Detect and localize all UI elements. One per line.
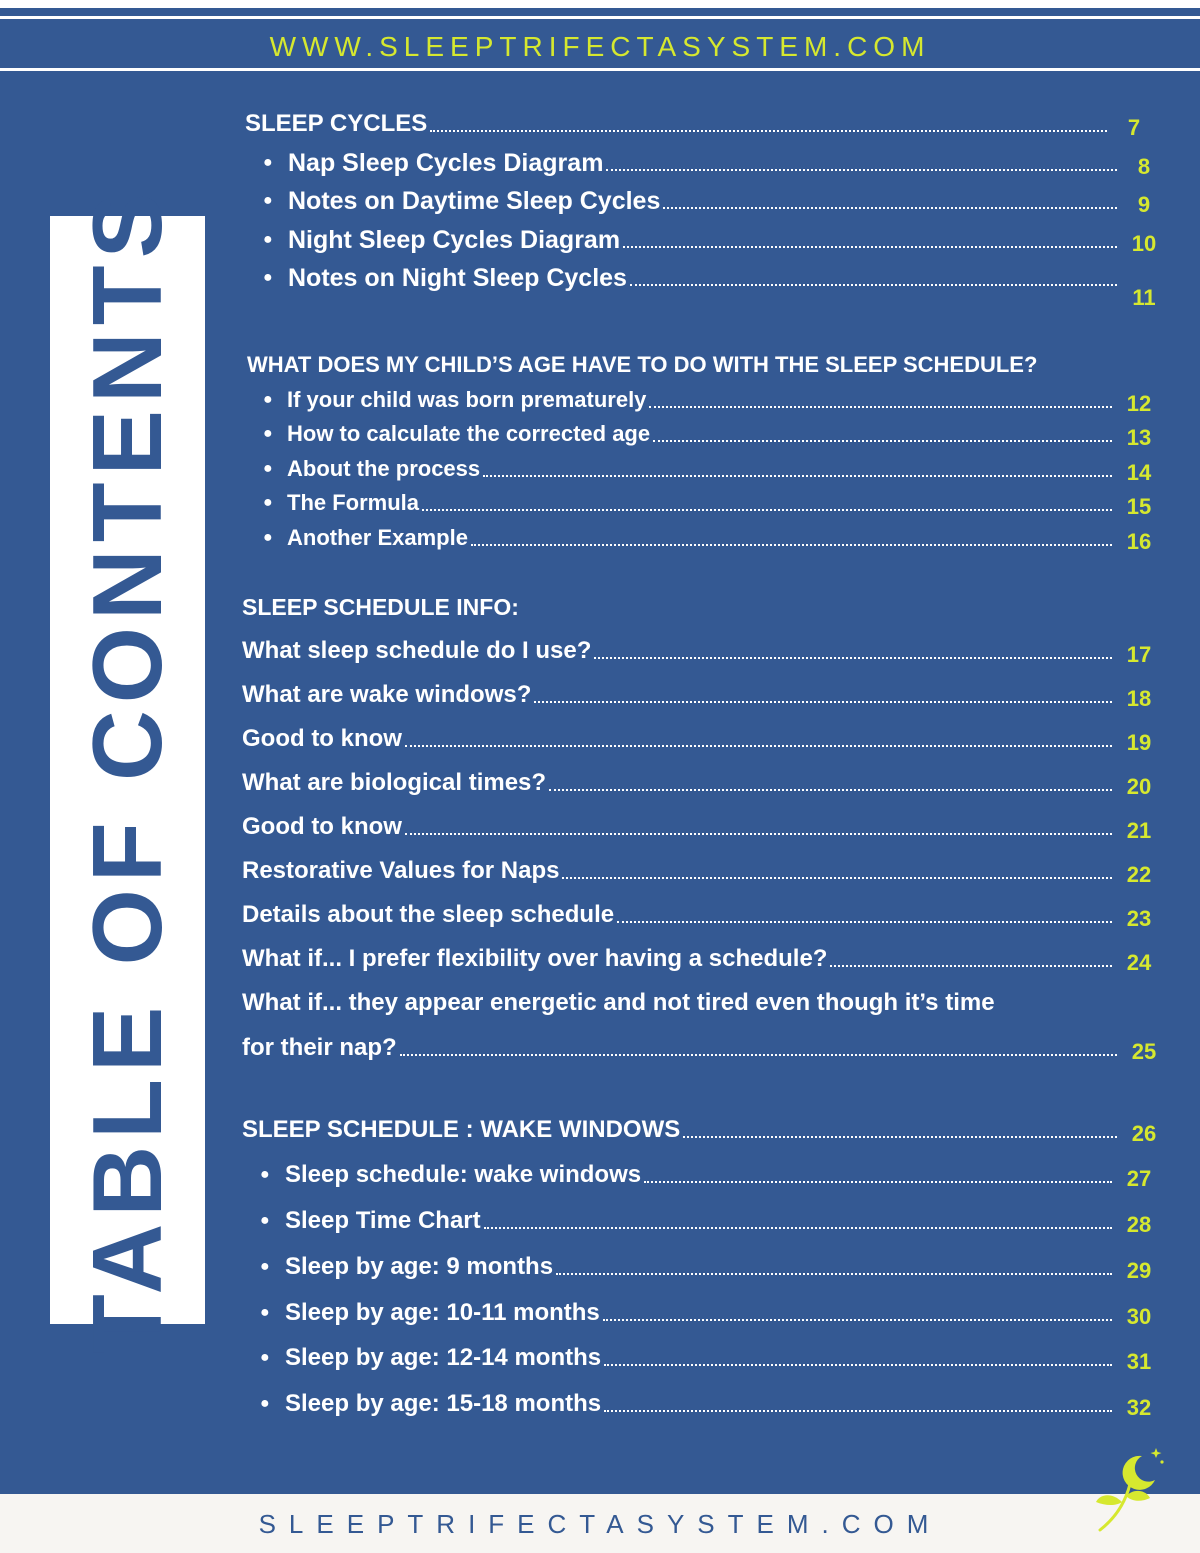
toc-entry-page: 19 xyxy=(1126,730,1152,755)
toc-entry-page: 16 xyxy=(1126,529,1152,554)
toc-entry[interactable] xyxy=(242,1384,1162,1424)
toc-entry[interactable] xyxy=(242,1155,1162,1195)
toc-entry[interactable] xyxy=(242,1247,1162,1287)
side-title: TABLE OF CONTENTS xyxy=(72,186,182,1354)
dot-leader xyxy=(683,1136,1117,1138)
toc-entry-label: Sleep by age: 10-11 months xyxy=(285,1299,600,1326)
toc-entry[interactable] xyxy=(242,1338,1162,1378)
toc-entry-label: The Formula xyxy=(287,490,420,515)
toc-entry-page: 9 xyxy=(1137,192,1151,217)
toc-entry[interactable] xyxy=(242,763,1162,803)
toc-entry[interactable] xyxy=(242,719,1162,759)
dot-leader xyxy=(400,1054,1117,1056)
toc-entry[interactable] xyxy=(245,414,1162,454)
toc-entry-label: Night Sleep Cycles Diagram xyxy=(288,225,621,254)
toc-entry-label: Sleep Time Chart xyxy=(285,1207,481,1234)
toc-entry-label: What sleep schedule do I use? xyxy=(242,637,592,664)
toc-entry-page: 24 xyxy=(1126,950,1152,975)
toc-entry-page: 8 xyxy=(1137,154,1151,179)
header-divider-line xyxy=(0,68,1200,71)
dot-leader xyxy=(603,1319,1112,1321)
dot-leader xyxy=(556,1273,1112,1275)
toc-entry-page: 30 xyxy=(1126,1304,1152,1329)
bullet-icon: ● xyxy=(263,460,273,477)
bullet-icon: ● xyxy=(263,529,273,546)
dot-leader xyxy=(630,284,1117,286)
toc-entry-label: SLEEP SCHEDULE : WAKE WINDOWS xyxy=(242,1116,681,1143)
dot-leader xyxy=(653,440,1112,442)
toc-entry-page: 29 xyxy=(1126,1258,1152,1283)
dot-leader xyxy=(663,207,1117,209)
toc-entry-label: for their nap? xyxy=(242,1034,397,1061)
dot-leader xyxy=(606,169,1117,171)
dot-leader xyxy=(562,877,1112,879)
dot-leader xyxy=(549,789,1112,791)
dot-leader xyxy=(405,833,1112,835)
toc-entry-label: Good to know xyxy=(242,813,402,840)
toc-entry-label-line1[interactable]: What if... they appear energetic and not tired even though it’s time xyxy=(242,989,995,1016)
bullet-icon: ● xyxy=(263,154,273,171)
toc-entry-wake-windows[interactable] xyxy=(242,1110,1167,1150)
dot-leader xyxy=(422,509,1112,511)
toc-entry-page: 17 xyxy=(1126,642,1152,667)
toc-entry-sleep-cycles[interactable] xyxy=(245,104,1157,144)
top-white-strip xyxy=(0,0,1200,8)
toc-entry[interactable] xyxy=(245,143,1167,183)
bullet-icon: ● xyxy=(260,1212,270,1229)
dot-leader xyxy=(830,965,1112,967)
dot-leader xyxy=(471,544,1112,546)
toc-entry[interactable] xyxy=(242,807,1162,847)
bullet-icon: ● xyxy=(263,391,273,408)
dot-leader xyxy=(594,657,1112,659)
bullet-icon: ● xyxy=(263,494,273,511)
toc-entry[interactable] xyxy=(245,181,1167,221)
toc-entry[interactable] xyxy=(245,220,1167,260)
bullet-icon: ● xyxy=(263,231,273,248)
section-heading-age: WHAT DOES MY CHILD’S AGE HAVE TO DO WITH THE SLEEP SCHEDULE? xyxy=(247,352,1038,377)
toc-entry-page: 23 xyxy=(1126,906,1152,931)
toc-entry-label: Sleep by age: 12-14 months xyxy=(285,1344,602,1371)
toc-entry-page: 26 xyxy=(1131,1121,1157,1146)
toc-entry-page: 18 xyxy=(1126,686,1152,711)
bullet-icon: ● xyxy=(260,1395,270,1412)
toc-entry-page: 21 xyxy=(1126,818,1152,843)
toc-entry-label: Sleep schedule: wake windows xyxy=(285,1161,642,1188)
toc-entry[interactable] xyxy=(242,675,1162,715)
toc-entry-page: 25 xyxy=(1131,1039,1157,1064)
dot-leader xyxy=(644,1181,1112,1183)
toc-entry-page: 28 xyxy=(1126,1212,1152,1237)
toc-entry-label: Details about the sleep schedule xyxy=(242,901,615,928)
toc-entry-label: Sleep by age: 15-18 months xyxy=(285,1390,602,1417)
footer xyxy=(0,1494,1200,1553)
toc-entry[interactable] xyxy=(242,895,1162,935)
toc-entry-label: Good to know xyxy=(242,725,402,752)
toc-entry-label: Sleep by age: 9 months xyxy=(285,1253,554,1280)
footer-url: SLEEPTRIFECTASYSTEM.COM xyxy=(258,1509,942,1539)
dot-leader xyxy=(534,701,1112,703)
toc-entry-label: About the process xyxy=(287,456,481,481)
toc-entry-page: 14 xyxy=(1126,460,1152,485)
header-url: WWW.SLEEPTRIFECTASYSTEM.COM xyxy=(269,31,931,62)
toc-entry[interactable] xyxy=(245,483,1162,523)
toc-entry[interactable] xyxy=(242,1028,1167,1068)
section-heading-info: SLEEP SCHEDULE INFO: xyxy=(242,594,519,620)
bullet-icon: ● xyxy=(263,269,273,286)
bullet-icon: ● xyxy=(260,1166,270,1183)
toc-entry-label: What are wake windows? xyxy=(242,681,532,708)
toc-entry-page: 32 xyxy=(1126,1395,1152,1420)
dot-leader xyxy=(623,246,1117,248)
toc-entry-page: 10 xyxy=(1131,231,1157,256)
toc-entry-page: 31 xyxy=(1126,1349,1152,1374)
toc-entry-label: Restorative Values for Naps xyxy=(242,857,560,884)
toc-entry-page: 20 xyxy=(1126,774,1152,799)
toc-entry-label: Another Example xyxy=(287,525,468,550)
toc-entry-page: 22 xyxy=(1126,862,1152,887)
bullet-icon: ● xyxy=(263,192,273,209)
toc-entry-label: What are biological times? xyxy=(242,769,547,796)
bullet-icon: ● xyxy=(260,1258,270,1275)
toc-entry[interactable] xyxy=(242,1293,1162,1333)
toc-entry-page: 15 xyxy=(1126,494,1152,519)
toc-entry[interactable] xyxy=(242,939,1162,979)
toc-entry[interactable] xyxy=(242,1201,1162,1241)
dot-leader xyxy=(430,130,1107,132)
moon-sprout-logo-icon xyxy=(1092,1444,1166,1536)
top-divider-line xyxy=(0,16,1200,19)
dot-leader xyxy=(405,745,1112,747)
bullet-icon: ● xyxy=(263,425,273,442)
bullet-icon: ● xyxy=(260,1349,270,1366)
toc-entry-label: How to calculate the corrected age xyxy=(287,421,651,446)
dot-leader xyxy=(604,1364,1112,1366)
toc-entry[interactable]: ● Notes on Night Sleep Cycles 11 xyxy=(245,258,1167,298)
dot-leader xyxy=(483,475,1112,477)
toc-entry[interactable] xyxy=(242,851,1162,891)
toc-entry-page: 27 xyxy=(1126,1166,1152,1191)
toc-entry-label: Nap Sleep Cycles Diagram xyxy=(288,148,604,177)
toc-entry-label: Notes on Daytime Sleep Cycles xyxy=(288,186,661,215)
toc-entry-label: What if... I prefer flexibility over having a schedule? xyxy=(242,945,828,972)
toc-entry-page: 12 xyxy=(1126,391,1152,416)
toc-entry-label: If your child was born prematurely xyxy=(287,387,647,412)
dot-leader xyxy=(604,1410,1112,1412)
dot-leader xyxy=(649,406,1112,408)
toc-entry[interactable] xyxy=(242,631,1162,671)
toc-entry-label: Notes on Night Sleep Cycles xyxy=(288,263,627,292)
toc-entry[interactable] xyxy=(245,518,1162,558)
toc-entry-page: 7 xyxy=(1127,115,1141,140)
bullet-icon: ● xyxy=(260,1304,270,1321)
toc-entry-label: SLEEP CYCLES xyxy=(245,110,428,137)
dot-leader xyxy=(484,1227,1112,1229)
toc-entry-page: 13 xyxy=(1126,425,1152,450)
dot-leader xyxy=(617,921,1112,923)
